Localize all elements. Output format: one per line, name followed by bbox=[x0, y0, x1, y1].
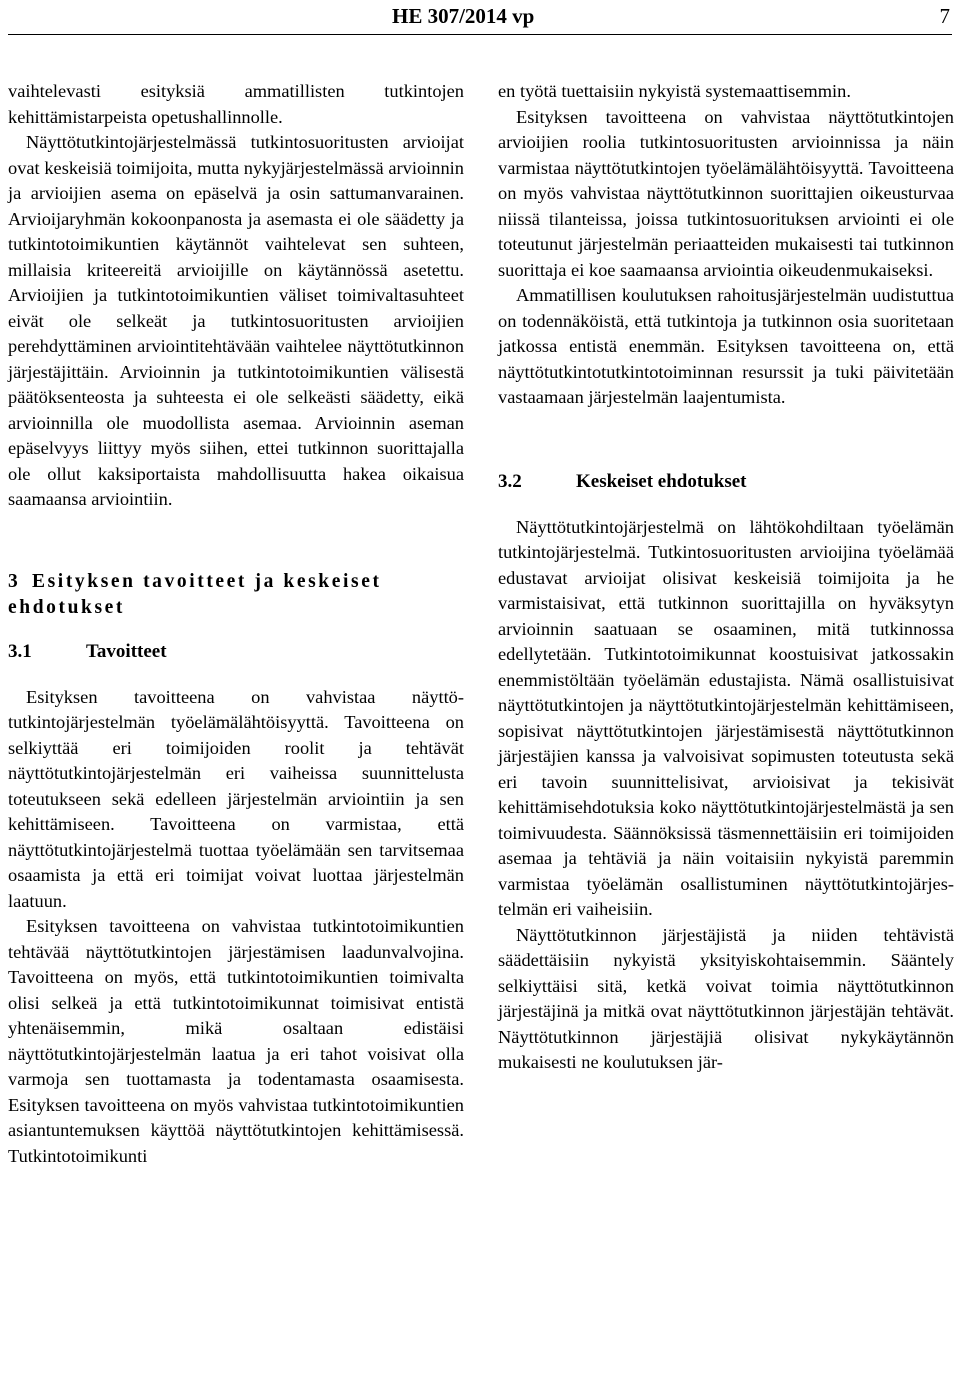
header-rule bbox=[8, 34, 952, 35]
paragraph: Ammatillisen koulutuksen rahoitusjärjestelmän uudistuttua on todennäköistä, että tutkintoja ja tutkinnon osia suoritetaan jatkossa entistä enemmän. Esityksen tavoitteena on, että näyttötutkintotutkintotoiminnan resurssit ja tuki päivitetään vastaamaan järjestelmän laajentumista. bbox=[498, 285, 954, 407]
paragraph: Esityksen tavoitteena on vahvistaa näyttötutkintojen arvioijien roolia tutkintosuoritusten arvioinnissa ja näin varmistaa näyttötutkintojen työelämälähtöisyyttä. Tavoitteena on myös vahvistaa näyttötutkinnon suorittajien oikeusturvaa niissä tilanteissa, joissa tutkintosuorituksen arviointi ei ole toteutunut järjestelmän periaatteiden mukaisesti tai tutkinnon suorittaja ei koe saamaansa arviointia oikeudenmukaiseksi. bbox=[498, 106, 954, 280]
subsection-title: Tavoitteet bbox=[86, 640, 167, 662]
left-column bbox=[8, 79, 464, 1169]
page-number: 7 bbox=[939, 4, 950, 28]
subsection-heading-3-1 bbox=[8, 639, 464, 665]
paragraph: en työtä tuettaisiin nykyistä systemaattisemmin. bbox=[498, 81, 851, 101]
paragraph: Esityksen tavoitteena on vahvistaa näyttötutkintojärjestelmän työelämälähtöisyyttä. Tavoitteena on selkiyttää eri toimijoiden roolit ja tehtävät näyttötutkintojärjestelmän eri vaiheissa suunnittelusta toteutukseen sekä edelleen järjestelmän arviointiin ja sen kehittämiseen. Tavoitteena on varmistaa, että näyttötutkintojärjestelmä tuottaa työelämään sen tarvitsemaa osaamista ja että eri toimijat voivat luottaa järjestelmän laatuun. bbox=[8, 686, 464, 911]
section-heading-3 bbox=[8, 569, 464, 621]
page-header bbox=[0, 0, 960, 36]
section-number: 3 bbox=[8, 570, 18, 592]
paragraph: Näyttötutkintojärjestelmä on lähtökohdiltaan työelämän tutkintojärjestelmä. Tutkintosuoritusten arvioijina työelämää edustavat arvioijat olisivat keskeisiä toimijoita ja he varmistaisivat, että tutkinnon suorittajilla on hyväksytyn arvioinnin saatuaan se osaaminen, mitä tutkinnossa edellytetään. Tutkintotoimikunnat koostuisivat jatkossakin enemmistöltään työelämän edustajista. Nämä osallistuisivat näyttötutkintojen ja näyttötutkintojärjestelmän kehittämiseen, sopisivat näyttötutkintojen järjestämisestä näyttötutkinnon järjestäjien kanssa ja valvoisivat sopimusten toteutusta sekä eri tavoin suunnittelisivat, arvioisivat ja tekisivät kehittämisehdotuksia koko näyttötutkintojärjestelmästä ja sen toimivuudesta. Säännöksissä täsmennettäisiin eri toimijoiden asemaa ja tehtäviä ja näin voitaisiin nykyistä paremmin varmistaa työelämän osallistuminen näyttötutkintojärjestelmän eri vaiheisiin. bbox=[498, 516, 954, 919]
paragraph: vaihtelevasti esityksiä ammatillisten tutkintojen kehittämistarpeista opetushallinnolle. bbox=[8, 81, 464, 127]
section-title: Esityksen tavoitteet ja keskeiset ehdotukset bbox=[8, 570, 382, 618]
paragraph: Näyttötutkintojärjestelmässä tutkintosuoritusten arvioijat ovat keskeisiä toimijoita, mutta nykyjärjestelmässä arvioinnin ja arvioijien asema on epäselvä ja osin sattumanvarainen. Arvioijaryhmän kokoonpanosta ja asemasta ei ole säädetty ja tutkintotoimikuntien käytännöt vaihtelevat sen suhteen, millaisia kriteereitä arvioijille on käytännössä asetettu. Arvioijien ja tutkintotoimikuntien väliset toimivaltasuhteet eivät ole selkeät ja tutkintosuoritusten arvioijien perehdyttäminen arviointitehtävään vaihtelee näyttötutkinnon järjestäjittäin. Arvioinnin ja tutkintotoimikuntien välisestä päätöksenteosta ja suhteesta ei ole selkeästi säädetty, eikä arvioinnilla ole muodollista asemaa. Arvioinnin aseman epäselvyys liittyy myös siihen, ettei tutkinnon suorittajalla ole ollut kaksiportaista mahdollisuutta hakea oikaisua saamaansa arviointiin. bbox=[8, 132, 464, 509]
right-column bbox=[498, 79, 954, 1076]
document-id: HE 307/2014 vp bbox=[392, 4, 535, 28]
subsection-number: 3.1 bbox=[8, 640, 32, 662]
subsection-number: 3.2 bbox=[498, 470, 522, 492]
subsection-heading-3-2 bbox=[498, 469, 954, 495]
paragraph: Näyttötutkinnon järjestäjistä ja niiden tehtävistä säädettäisiin nykyistä yksityiskohtaisemmin. Sääntely selkiyttäisi sitä, ketkä voivat toimia näyttötutkinnon järjestäjinä ja mitkä ovat näyttötutkinnon järjestäjän tehtävät. Näyttötutkinnon järjestäjiä olisivat nykykäytännön mukaisesti ne koulutuksen jär- bbox=[498, 924, 954, 1072]
paragraph: Esityksen tavoitteena on vahvistaa tutkintotoimikuntien tehtävää näyttötutkintojen järjestämisen laadunvalvojina. Tavoitteena on myös, että tutkintotoimikuntien toimivalta olisi selkeä ja että tutkintotoimikunnat toimisivat entistä yhtenäisemmin, mikä osaltaan edistäisi näyttötutkintojärjestelmän laatua ja eri tahot voisivat olla varmoja sen tuottamasta ja todentamasta osaamisesta. Esityksen tavoitteena on myös vahvistaa tutkintotoimikuntien asiantuntemuksen käyttöä näyttötutkintojen kehittämisessä. Tutkintotoimikunti bbox=[8, 916, 464, 1166]
subsection-title: Keskeiset ehdotukset bbox=[576, 470, 747, 492]
